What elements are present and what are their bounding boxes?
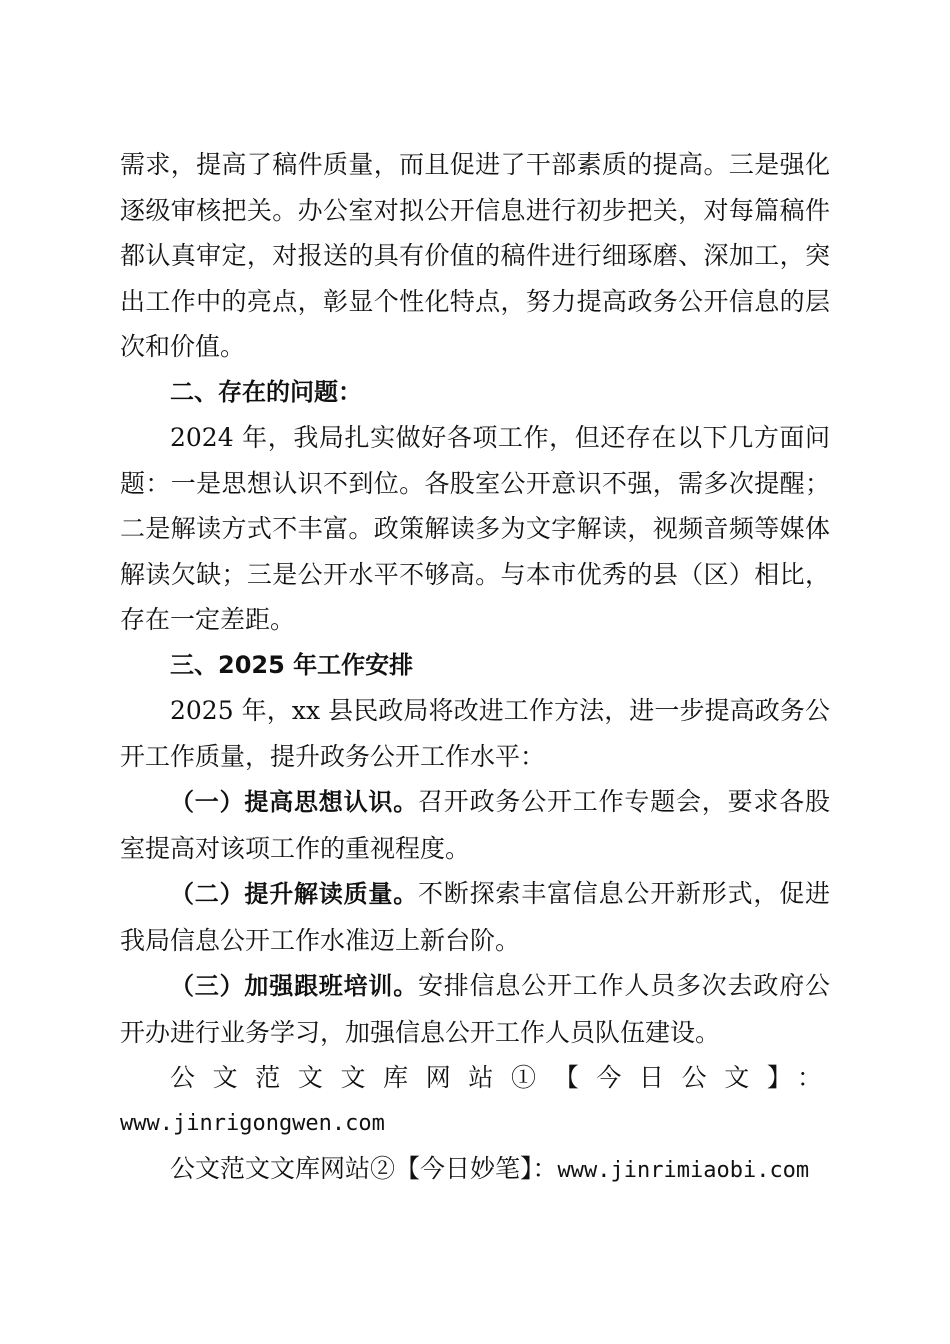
plan-item-2-text: 不断探索丰富信息公开新形式，促进我局信息公开工作水准迈上新台阶。 [120, 879, 830, 955]
footer-site-2-label: 公文范文文库网站②【今日妙笔】： [170, 1154, 558, 1183]
plan-item-3-text: 安排信息公开工作人员多次去政府公开办进行业务学习，加强信息公开工作人员队伍建设。 [120, 971, 830, 1047]
footer-site-1-url: www.jinrigongwen.com [120, 1110, 385, 1136]
plan-item-2 [120, 871, 830, 963]
plan-item-3 [120, 963, 830, 1055]
plan-item-1 [120, 779, 830, 871]
footer-site-2-url: www.jinrimiaobi.com [557, 1158, 810, 1183]
plan-item-1-lead: （一）提高思想认识。 [170, 788, 418, 816]
plan-item-2-lead: （二）提升解读质量。 [170, 880, 418, 908]
paragraph-plan-intro: 2025 年，xx 县民政局将改进工作方法，进一步提高政务公开工作质量，提升政务公开工作水平： [120, 696, 830, 771]
paragraph-work-review-end: 需求，提高了稿件质量，而且促进了干部素质的提高。三是强化逐级审核把关。办公室对拟公开信息进行初步把关，对每篇稿件都认真审定，对报送的具有价值的稿件进行细琢磨、深加工，突出工作中的亮点，彰显个性化特点，努力提高政务公开信息的层次和价值。 [120, 150, 830, 361]
footer-site-1-label: 公文范文文库网站①【今日公文】： [170, 1063, 830, 1092]
paragraph-problems: 2024 年，我局扎实做好各项工作，但还存在以下几方面问题：一是思想认识不到位。各股室公开意识不强，需多次提醒；二是解读方式不丰富。政策解读多为文字解读，视频音频等媒体解读欠缺；三是公开水平不够高。与本市优秀的县（区）相比，存在一定差距。 [120, 423, 830, 634]
section-heading-problems: 二、存在的问题： [170, 377, 362, 406]
plan-item-3-lead: （三）加强跟班培训。 [170, 972, 418, 1000]
plan-item-1-text: 召开政务公开工作专题会，要求各股室提高对该项工作的重视程度。 [120, 787, 830, 863]
section-heading-plan-2025: 三、2025 年工作安排 [170, 650, 414, 679]
document-page [120, 142, 830, 1194]
footer-site-2 [120, 1146, 830, 1194]
